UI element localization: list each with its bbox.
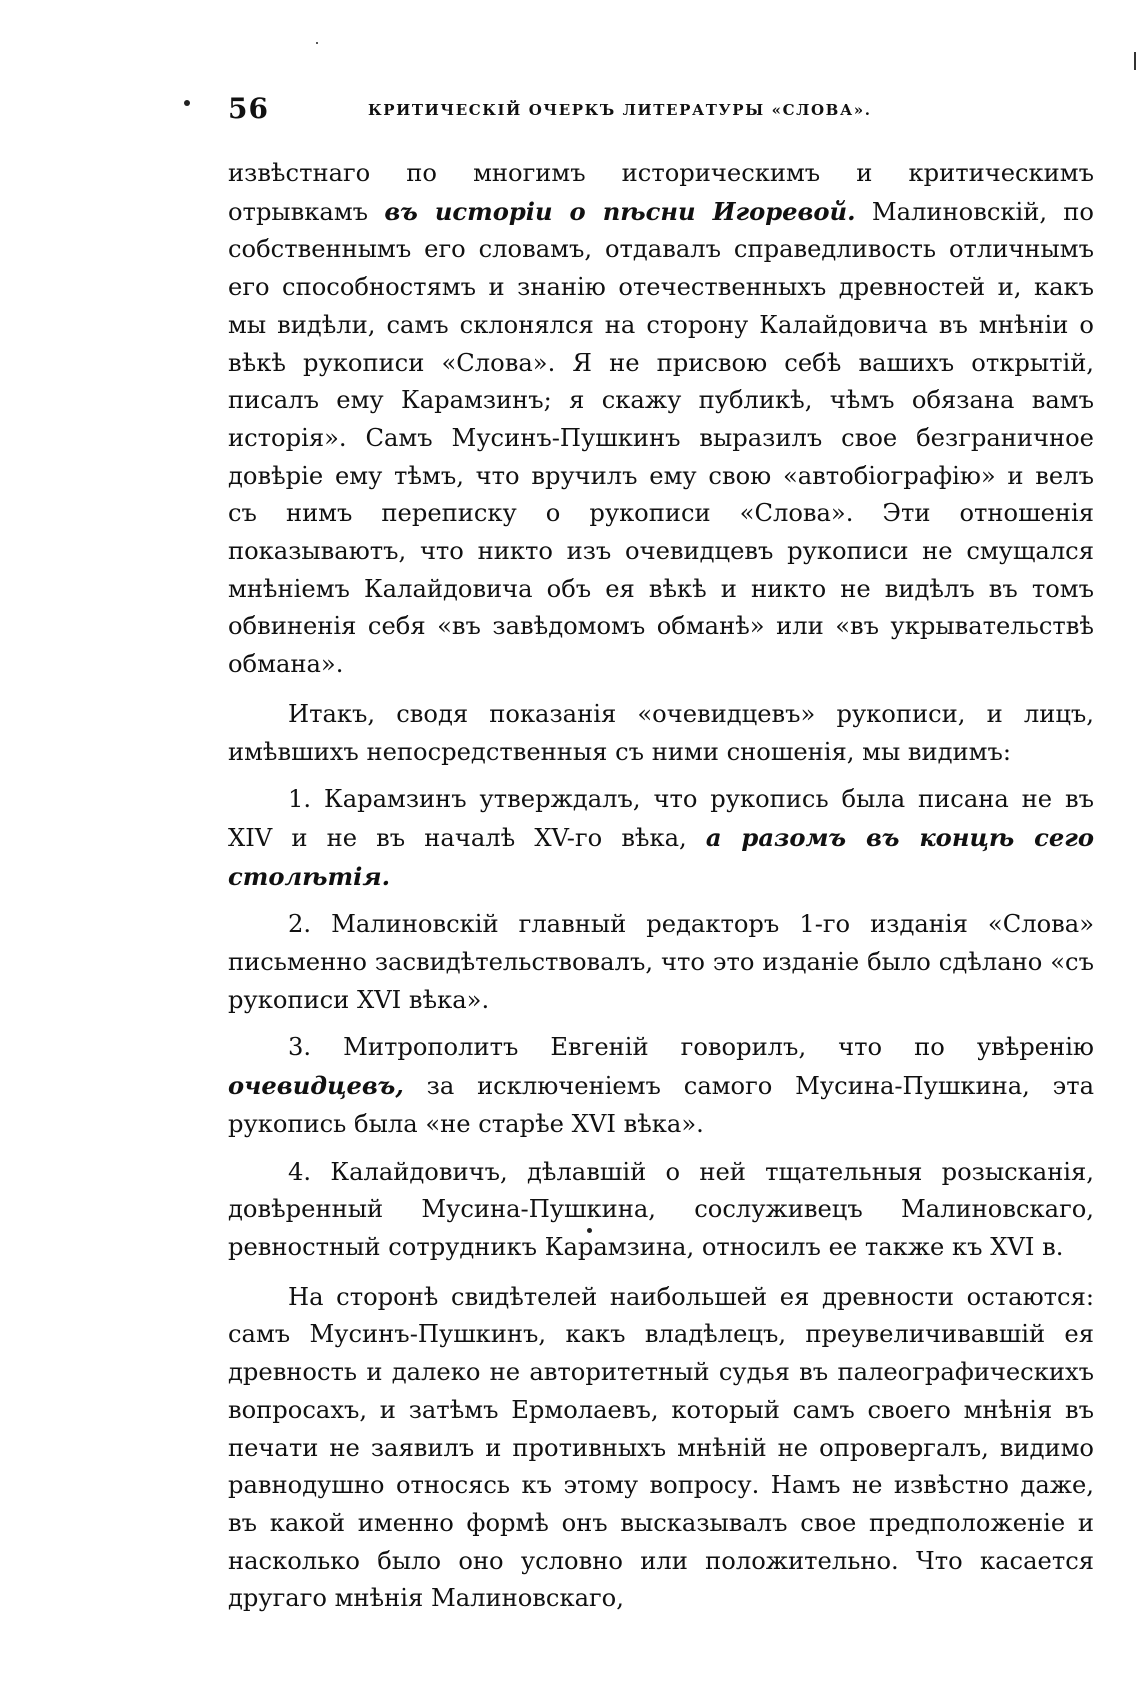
emphasis-text: а разомъ въ концѣ сего столѣтія. <box>228 822 1094 891</box>
paragraph-1 <box>228 155 1094 684</box>
list-item-1 <box>228 781 1094 896</box>
paragraph-text: Итакъ, сводя показанія «очевидцевъ» рукописи, и лицъ, имѣвшихъ непосредственныя съ ними сношенія, мы видимъ: <box>228 699 1094 766</box>
emphasis-text: очевидцевъ, <box>228 1071 404 1101</box>
emphasis-text: въ исторіи о пѣсни Игоревой. <box>384 196 856 226</box>
paragraph-text: извѣстнаго по многимъ историческимъ и критическимъ отрывкамъ <box>228 159 1094 226</box>
ink-dot <box>587 1228 592 1233</box>
list-item-4 <box>228 1154 1094 1267</box>
paragraph-3 <box>228 1279 1094 1618</box>
paragraph-text: 4. Калайдовичъ, дѣлавшій о ней тщательныя розысканія, довѣренный Мусина-Пушкина, сослуживецъ Малиновскаго, ревностный сотрудникъ Карамзина, относилъ ее также къ XVI в. <box>228 1157 1094 1261</box>
paragraph-2 <box>228 696 1094 771</box>
ink-speck <box>316 42 318 44</box>
paragraph-text: 3. Митрополитъ Евгеній говорилъ, что по увѣренію <box>288 1033 1094 1062</box>
paragraph-text: 2. Малиновскій главный редакторъ 1-го изданія «Слова» письменно засвидѣтельствовалъ, что это изданіе было сдѣлано «съ рукописи XVI вѣка». <box>228 910 1094 1014</box>
paragraph-text: 1. Карамзинъ утверждалъ, что рукопись была писана не въ XIV и не въ началѣ XV-го вѣка, <box>228 785 1094 852</box>
list-item-2 <box>228 906 1094 1019</box>
page-header <box>228 92 1088 132</box>
paragraph-text: Малиновскій, по собственнымъ его словамъ, отдавалъ справедливость отличнымъ его способностямъ и знанію отечественныхъ древностей и, какъ мы видѣли, самъ склонялся на сторону Калайдовича въ мнѣніи о вѣкѣ рукописи «Слова». Я не присвою себѣ вашихъ открытій, писалъ ему Карамзинъ; я скажу публикѣ, чѣмъ обязана вамъ исторія». Самъ Мусинъ-Пушкинъ выразилъ свое безграничное довѣріе ему тѣмъ, что вручилъ ему свою «автобіографію» и велъ съ нимъ переписку о рукописи «Слова». Эти отношенія показываютъ, что никто изъ очевидцевъ рукописи не смущался мнѣніемъ Калайдовича объ ея вѣкѣ и никто не видѣлъ въ томъ обвиненія себя «въ завѣдомомъ обманѣ» или «въ укрывательствѣ обмана». <box>228 197 1094 679</box>
running-title: КРИТИЧЕСКІЙ ОЧЕРКЪ ЛИТЕРАТУРЫ «СЛОВА». <box>368 101 872 119</box>
ink-speck <box>184 100 190 106</box>
paragraph-text: На сторонѣ свидѣтелей наибольшей ея древности остаются: самъ Мусинъ-Пушкинъ, какъ владѣлецъ, преувеличивавшій ея древность и далеко не авторитетный судья въ палеографическихъ вопросахъ, и затѣмъ Ермолаевъ, который самъ своего мнѣнія въ печати не заявилъ и противныхъ мнѣній не опровергалъ, видимо равнодушно относясь къ этому вопросу. Намъ не извѣстно даже, въ какой именно формѣ онъ высказывалъ свое предположеніе и насколько было оно условно или положительно. Что касается другаго мнѣнія Малиновскаго, <box>228 1282 1094 1613</box>
page-edge-mark <box>1134 52 1136 70</box>
list-item-3 <box>228 1029 1094 1143</box>
body-text <box>228 155 1094 1618</box>
paragraph-text: за исключеніемъ самого Мусина-Пушкина, эта рукопись была «не старѣе XVI вѣка». <box>228 1072 1094 1138</box>
page-number: 56 <box>228 92 269 125</box>
